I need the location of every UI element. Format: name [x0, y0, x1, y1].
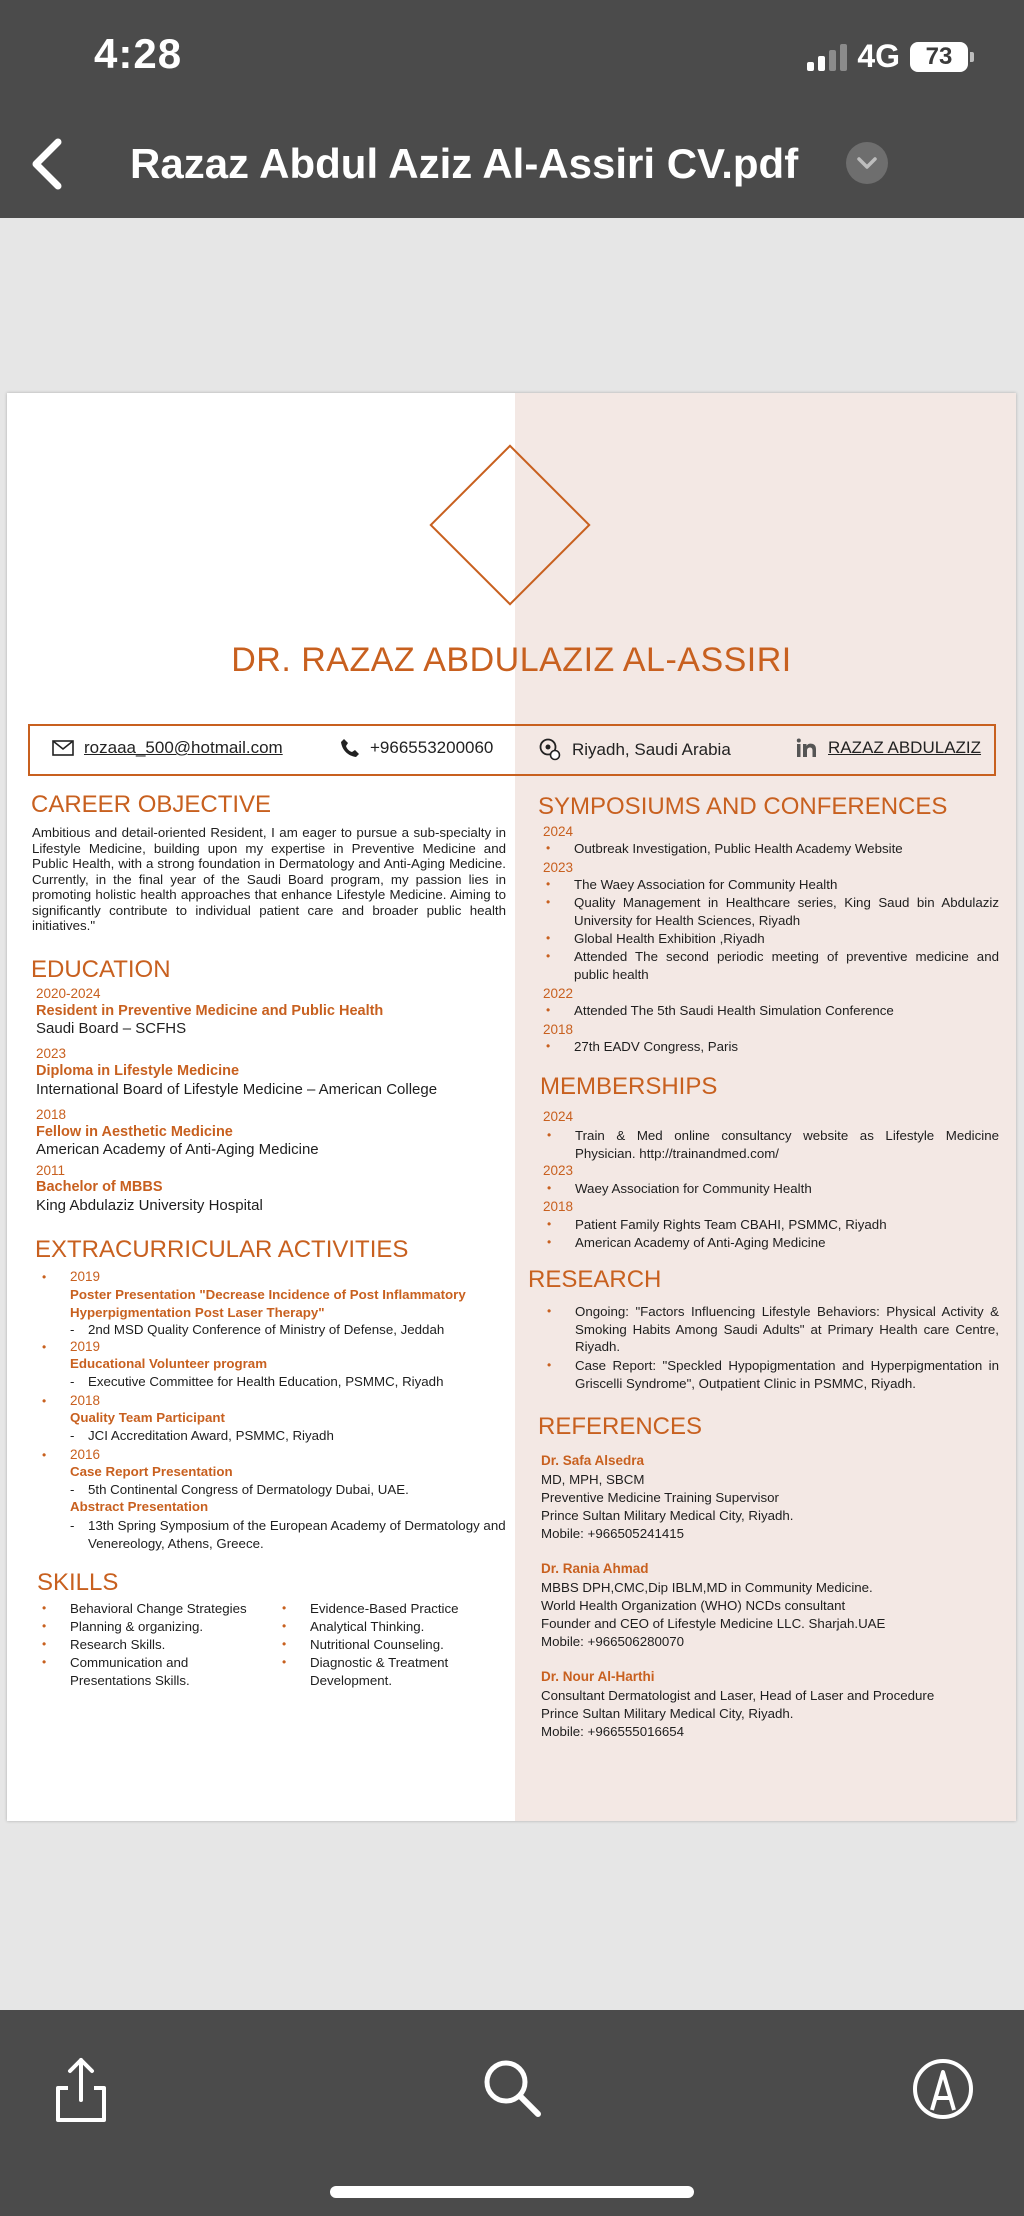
skill-item: • Evidence-Based Practice [310, 1600, 510, 1618]
section-title-skills: SKILLS [37, 1569, 119, 1596]
edu-year: 2018 [36, 1107, 67, 1122]
reference-line: Consultant Dermatologist and Laser, Head of Laser and Procedure [541, 1688, 935, 1703]
symp-year: 2023 [543, 860, 574, 875]
activity-detail: - 2nd MSD Quality Conference of Ministry of Defense, Jeddah [88, 1321, 508, 1339]
member-item: • Waey Association for Community Health [575, 1180, 999, 1198]
member-year: 2024 [543, 1109, 574, 1124]
edu-institution: International Board of Lifestyle Medicine – American College [36, 1081, 438, 1098]
reference-line: Mobile: +966506280070 [541, 1634, 685, 1649]
skill-item: • Analytical Thinking. [310, 1618, 510, 1636]
edu-year: 2011 [36, 1163, 66, 1178]
symp-item: • Outbreak Investigation, Public Health Academy Website [574, 840, 999, 858]
reference-line: MD, MPH, SBCM [541, 1472, 645, 1487]
skill-item: • Planning & organizing. [70, 1618, 270, 1636]
chevron-left-icon [26, 134, 70, 194]
section-title-memberships: MEMBERSHIPS [540, 1073, 718, 1100]
member-year: 2023 [543, 1163, 574, 1178]
symp-item: • Global Health Exhibition ,Riyadh [574, 930, 999, 948]
markup-icon [908, 2054, 978, 2124]
share-button[interactable] [46, 2054, 116, 2124]
symp-item: • The Waey Association for Community Health [574, 876, 999, 894]
edu-year: 2020-2024 [36, 986, 101, 1001]
top-bar [0, 0, 1024, 218]
linkedin-text: RAZAZ ABDULAZIZ [828, 738, 982, 757]
symp-item: • Quality Management in Healthcare series, King Saud bin Abdulaziz University for Health Sciences, Riyadh [574, 894, 999, 929]
reference-name: Dr. Nour Al-Harthi [541, 1669, 655, 1684]
contact-linkedin[interactable] [796, 738, 981, 758]
section-title-career: CAREER OBJECTIVE [31, 791, 272, 818]
search-button[interactable] [478, 2054, 548, 2124]
activity-year: 2019 [70, 1339, 101, 1354]
edu-institution: Saudi Board – SCFHS [36, 1020, 187, 1037]
battery-level: 73 [925, 42, 953, 70]
edu-role: Bachelor of MBBS [36, 1179, 163, 1195]
symp-item: • Attended The 5th Saudi Health Simulation Conference [574, 1002, 999, 1020]
symp-year: 2024 [543, 824, 574, 839]
section-title-extracurricular: EXTRACURRICULAR ACTIVITIES [35, 1236, 409, 1263]
network-type: 4G [857, 38, 900, 74]
activity-detail: - 13th Spring Symposium of the European Academy of Dermatology and Venereology, Athens, Greece. [88, 1517, 508, 1552]
document-title[interactable]: Razaz Abdul Aziz Al-Assiri CV.pdf [130, 140, 799, 187]
member-year: 2018 [543, 1199, 574, 1214]
status-indicators [807, 38, 968, 75]
back-button[interactable] [26, 134, 70, 194]
edu-role: Fellow in Aesthetic Medicine [36, 1124, 233, 1140]
research-item: • Ongoing: "Factors Influencing Lifestyle Behaviors: Physical Activity & Smoking Habits Among Saudi Adults" at Primary Health care Centre, Riyadh. [575, 1303, 999, 1356]
home-indicator[interactable] [330, 2186, 694, 2198]
section-title-references: REFERENCES [538, 1413, 703, 1440]
member-item: • Patient Family Rights Team CBAHI, PSMMC, Riyadh [575, 1216, 999, 1234]
chevron-down-icon [856, 156, 878, 170]
activity-detail: - Executive Committee for Health Education, PSMMC, Riyadh [88, 1373, 508, 1391]
research-item: • Case Report: "Speckled Hypopigmentation and Hyperpigmentation in Griscelli Syndrome", Outpatient Clinic in PSMMC, Riyadh. [575, 1357, 999, 1392]
section-title-education: EDUCATION [31, 956, 171, 983]
section-title-symposiums: SYMPOSIUMS AND CONFERENCES [538, 793, 948, 820]
mail-icon [52, 740, 74, 756]
contact-phone[interactable] [340, 738, 493, 758]
activity-year: 2018 [70, 1393, 101, 1408]
skill-item: • Behavioral Change Strategies [70, 1600, 270, 1618]
activity-role: Quality Team Participant [70, 1410, 225, 1425]
location-text: Riyadh, Saudi Arabia [572, 740, 731, 759]
reference-name: Dr. Rania Ahmad [541, 1561, 649, 1576]
search-icon [478, 2054, 548, 2124]
contact-location [538, 738, 731, 762]
title-menu-button[interactable] [846, 142, 888, 184]
activity-role: Abstract Presentation [70, 1499, 209, 1514]
reference-line: MBBS DPH,CMC,Dip IBLM,MD in Community Medicine. [541, 1580, 873, 1595]
skill-item: • Nutritional Counseling. [310, 1636, 510, 1654]
cv-name: DR. RAZAZ ABDULAZIZ AL-ASSIRI [231, 641, 792, 679]
share-icon [46, 2054, 116, 2124]
contact-bar [28, 724, 996, 776]
skill-item: • Communication and Presentations Skills. [70, 1654, 220, 1689]
phone-icon [340, 738, 360, 758]
reference-line: Preventive Medicine Training Supervisor [541, 1490, 779, 1505]
markup-button[interactable] [908, 2054, 978, 2124]
reference-line: Prince Sultan Military Medical City, Riyadh. [541, 1508, 794, 1523]
email-text: rozaaa_500@hotmail.com [84, 738, 283, 757]
edu-institution: American Academy of Anti-Aging Medicine [36, 1141, 319, 1158]
activity-role: Poster Presentation "Decrease Incidence of Post Inflammatory Hyperpigmentation Post Laser Therapy" [70, 1287, 466, 1320]
activity-detail: - JCI Accreditation Award, PSMMC, Riyadh [88, 1427, 508, 1445]
symp-year: 2022 [543, 986, 574, 1001]
reference-line: Mobile: +966555016654 [541, 1724, 685, 1739]
contact-email[interactable] [52, 738, 283, 758]
reference-line: Founder and CEO of Lifestyle Medicine LLC. Sharjah.UAE [541, 1616, 886, 1631]
reference-line: World Health Organization (WHO) NCDs consultant [541, 1598, 846, 1613]
skill-item: • Research Skills. [70, 1636, 270, 1654]
reference-line: Prince Sultan Military Medical City, Riyadh. [541, 1706, 794, 1721]
phone-text: +966553200060 [370, 738, 494, 757]
activity-year: 2016 [70, 1447, 101, 1462]
activity-year: 2019 [70, 1269, 101, 1284]
edu-institution: King Abdulaziz University Hospital [36, 1197, 263, 1214]
skill-item: • Diagnostic & Treatment Development. [310, 1654, 470, 1689]
signal-icon [807, 43, 847, 71]
edu-role: Resident in Preventive Medicine and Public Health [36, 1003, 384, 1019]
symp-year: 2018 [543, 1022, 574, 1037]
edu-year: 2023 [36, 1046, 67, 1061]
symp-item: • Attended The second periodic meeting of preventive medicine and public health [574, 948, 999, 983]
member-item: • Train & Med online consultancy website as Lifestyle Medicine Physician. http://trainandmed.com/ [575, 1127, 999, 1162]
reference-line: Mobile: +966505241415 [541, 1526, 685, 1541]
activity-role: Educational Volunteer program [70, 1356, 268, 1371]
activity-role: Case Report Presentation [70, 1464, 233, 1479]
activity-detail: - 5th Continental Congress of Dermatology Dubai, UAE. [88, 1481, 508, 1499]
linkedin-icon [796, 738, 818, 758]
member-item: • American Academy of Anti-Aging Medicine [575, 1234, 999, 1252]
battery-icon [910, 42, 968, 72]
career-objective-text: Ambitious and detail-oriented Resident, I am eager to pursue a sub-specialty in Lifestyle Medicine, building upon my expertise in Preventive Medicine and Public Health, with a strong foundation in Dermatology and Anti-Aging Medicine. Currently, in the final year of the Saudi Board program, my passion lies in promoting holistic health approaches that enhance Lifestyle Medicine. Aiming to significantly contribute to individual patient care and broader public health initiatives." [32, 825, 506, 933]
edu-role: Diploma in Lifestyle Medicine [36, 1063, 240, 1079]
section-title-research: RESEARCH [528, 1266, 662, 1293]
symp-item: • 27th EADV Congress, Paris [574, 1038, 999, 1056]
status-time: 4:28 [94, 30, 183, 77]
location-icon [538, 738, 562, 762]
pdf-page [7, 393, 1016, 1821]
reference-name: Dr. Safa Alsedra [541, 1453, 645, 1468]
